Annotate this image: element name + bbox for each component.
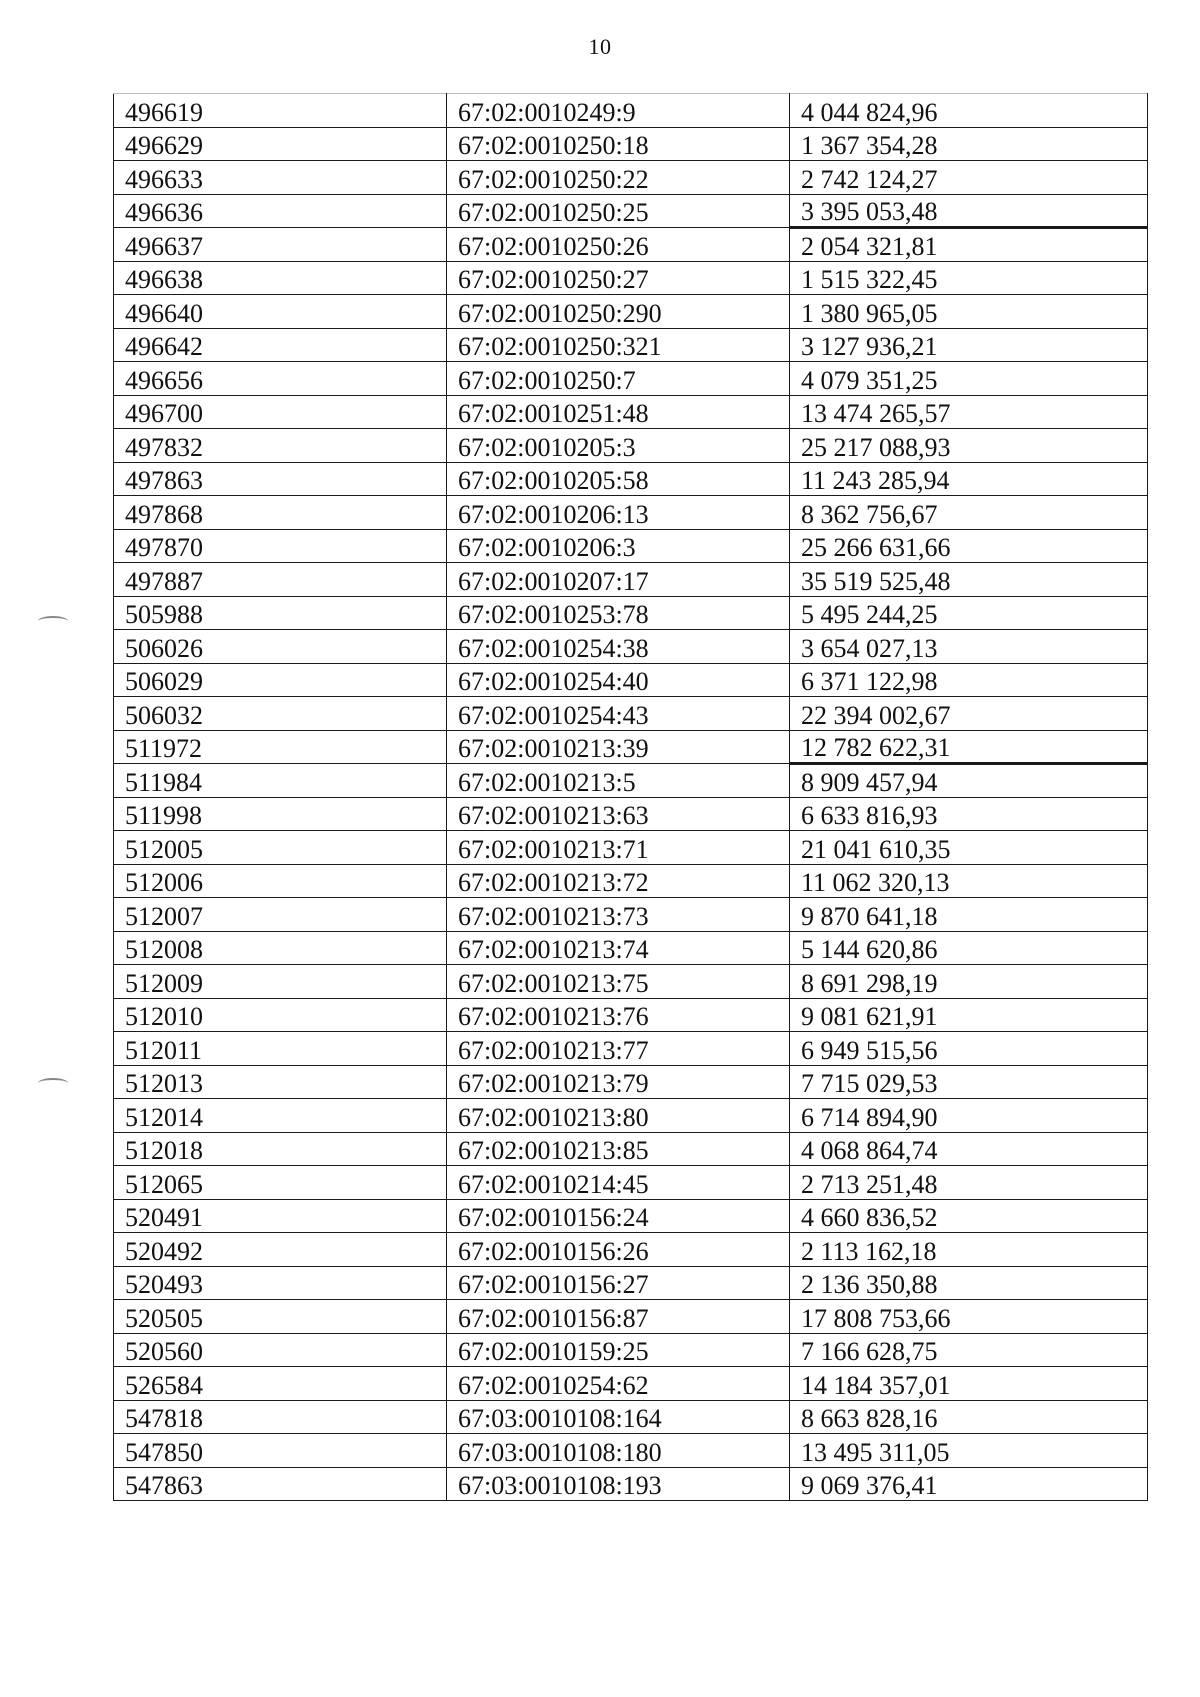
row-id-cell: 505988 [114, 596, 447, 630]
cadastral-value-cell: 13 474 265,57 [790, 395, 1148, 429]
cadastral-value-cell: 25 266 631,66 [790, 529, 1148, 563]
row-id-cell: 512005 [114, 831, 447, 865]
registry-table [113, 93, 1148, 1501]
table-row [114, 1300, 1148, 1334]
page-number: 10 [588, 34, 612, 59]
cadastral-value-cell: 6 633 816,93 [790, 797, 1148, 831]
cadastral-value-cell: 11 243 285,94 [790, 462, 1148, 496]
row-id-cell: 520493 [114, 1266, 447, 1300]
row-id-cell: 547818 [114, 1400, 447, 1434]
cadastral-number-cell: 67:02:0010213:74 [447, 931, 790, 965]
row-id-cell: 496642 [114, 328, 447, 362]
cadastral-value-cell: 2 136 350,88 [790, 1266, 1148, 1300]
row-id-cell: 512011 [114, 1032, 447, 1066]
row-id-cell: 506032 [114, 697, 447, 731]
cadastral-number-cell: 67:02:0010213:76 [447, 998, 790, 1032]
row-id-cell: 496638 [114, 261, 447, 295]
row-id-cell: 512014 [114, 1099, 447, 1133]
cadastral-number-cell: 67:02:0010250:25 [447, 194, 790, 228]
cadastral-value-cell: 1 367 354,28 [790, 127, 1148, 161]
cadastral-value-cell: 25 217 088,93 [790, 429, 1148, 463]
row-id-cell: 512065 [114, 1166, 447, 1200]
table-row [114, 931, 1148, 965]
table-row [114, 362, 1148, 396]
table-row [114, 1434, 1148, 1468]
cadastral-number-cell: 67:02:0010159:25 [447, 1333, 790, 1367]
row-id-cell: 512009 [114, 965, 447, 999]
cadastral-value-cell: 8 362 756,67 [790, 496, 1148, 530]
row-id-cell: 520491 [114, 1199, 447, 1233]
table-row [114, 1233, 1148, 1267]
cadastral-value-cell: 11 062 320,13 [790, 864, 1148, 898]
cadastral-number-cell: 67:02:0010156:24 [447, 1199, 790, 1233]
cadastral-value-cell: 2 054 321,81 [790, 228, 1148, 262]
cadastral-value-cell: 4 068 864,74 [790, 1132, 1148, 1166]
table-row [114, 1132, 1148, 1166]
cadastral-value-cell: 2 742 124,27 [790, 161, 1148, 195]
table-row [114, 94, 1148, 128]
row-id-cell: 547863 [114, 1467, 447, 1501]
table-row [114, 1032, 1148, 1066]
cadastral-value-cell: 4 079 351,25 [790, 362, 1148, 396]
cadastral-value-cell: 4 660 836,52 [790, 1199, 1148, 1233]
row-id-cell: 496629 [114, 127, 447, 161]
cadastral-number-cell: 67:02:0010250:27 [447, 261, 790, 295]
cadastral-value-cell: 6 949 515,56 [790, 1032, 1148, 1066]
table-row [114, 462, 1148, 496]
row-id-cell: 520492 [114, 1233, 447, 1267]
cadastral-number-cell: 67:02:0010213:71 [447, 831, 790, 865]
cadastral-number-cell: 67:02:0010205:3 [447, 429, 790, 463]
cadastral-value-cell: 8 663 828,16 [790, 1400, 1148, 1434]
table-row [114, 228, 1148, 262]
cadastral-value-cell: 6 714 894,90 [790, 1099, 1148, 1133]
row-id-cell: 512007 [114, 898, 447, 932]
cadastral-number-cell: 67:02:0010205:58 [447, 462, 790, 496]
cadastral-value-cell: 2 713 251,48 [790, 1166, 1148, 1200]
table-row [114, 1333, 1148, 1367]
row-id-cell: 497832 [114, 429, 447, 463]
cadastral-number-cell: 67:02:0010156:27 [447, 1266, 790, 1300]
cadastral-value-cell: 9 069 376,41 [790, 1467, 1148, 1501]
cadastral-value-cell: 2 113 162,18 [790, 1233, 1148, 1267]
table-row [114, 1065, 1148, 1099]
cadastral-value-cell: 12 782 622,31 [790, 730, 1148, 764]
cadastral-value-cell: 5 495 244,25 [790, 596, 1148, 630]
table-row [114, 127, 1148, 161]
cadastral-value-cell: 22 394 002,67 [790, 697, 1148, 731]
table-row [114, 529, 1148, 563]
table-row [114, 730, 1148, 764]
cadastral-number-cell: 67:02:0010250:290 [447, 295, 790, 329]
row-id-cell: 496619 [114, 94, 447, 128]
cadastral-number-cell: 67:02:0010254:62 [447, 1367, 790, 1401]
cadastral-value-cell: 1 380 965,05 [790, 295, 1148, 329]
row-id-cell: 496637 [114, 228, 447, 262]
row-id-cell: 512010 [114, 998, 447, 1032]
cadastral-value-cell: 7 715 029,53 [790, 1065, 1148, 1099]
row-id-cell: 497887 [114, 563, 447, 597]
cadastral-number-cell: 67:02:0010213:73 [447, 898, 790, 932]
cadastral-number-cell: 67:02:0010206:13 [447, 496, 790, 530]
cadastral-number-cell: 67:02:0010213:39 [447, 730, 790, 764]
table-row [114, 764, 1148, 798]
table-row [114, 1367, 1148, 1401]
row-id-cell: 497870 [114, 529, 447, 563]
table-row [114, 1400, 1148, 1434]
row-id-cell: 511998 [114, 797, 447, 831]
cadastral-value-cell: 9 870 641,18 [790, 898, 1148, 932]
table-row [114, 496, 1148, 530]
row-id-cell: 512008 [114, 931, 447, 965]
cadastral-value-cell: 9 081 621,91 [790, 998, 1148, 1032]
cadastral-value-cell: 17 808 753,66 [790, 1300, 1148, 1334]
registry-table-body [114, 94, 1148, 1501]
table-row [114, 161, 1148, 195]
table-row [114, 596, 1148, 630]
cadastral-value-cell: 35 519 525,48 [790, 563, 1148, 597]
row-id-cell: 547850 [114, 1434, 447, 1468]
row-id-cell: 497868 [114, 496, 447, 530]
row-id-cell: 506026 [114, 630, 447, 664]
cadastral-value-cell: 1 515 322,45 [790, 261, 1148, 295]
cadastral-number-cell: 67:02:0010254:43 [447, 697, 790, 731]
table-row [114, 998, 1148, 1032]
table-row [114, 1266, 1148, 1300]
row-id-cell: 512006 [114, 864, 447, 898]
table-row [114, 328, 1148, 362]
cadastral-number-cell: 67:02:0010250:321 [447, 328, 790, 362]
cadastral-value-cell: 3 395 053,48 [790, 194, 1148, 228]
cadastral-number-cell: 67:02:0010254:40 [447, 663, 790, 697]
cadastral-number-cell: 67:02:0010213:77 [447, 1032, 790, 1066]
cadastral-number-cell: 67:02:0010251:48 [447, 395, 790, 429]
registry-table-container [113, 93, 1147, 1501]
cadastral-value-cell: 8 909 457,94 [790, 764, 1148, 798]
cadastral-number-cell: 67:02:0010249:9 [447, 94, 790, 128]
cadastral-value-cell: 3 127 936,21 [790, 328, 1148, 362]
table-row [114, 965, 1148, 999]
cadastral-value-cell: 13 495 311,05 [790, 1434, 1148, 1468]
table-row [114, 1099, 1148, 1133]
row-id-cell: 496656 [114, 362, 447, 396]
cadastral-value-cell: 6 371 122,98 [790, 663, 1148, 697]
table-row [114, 797, 1148, 831]
cadastral-number-cell: 67:02:0010213:63 [447, 797, 790, 831]
cadastral-number-cell: 67:02:0010250:22 [447, 161, 790, 195]
row-id-cell: 512018 [114, 1132, 447, 1166]
cadastral-number-cell: 67:02:0010250:26 [447, 228, 790, 262]
cadastral-number-cell: 67:02:0010250:7 [447, 362, 790, 396]
row-id-cell: 496633 [114, 161, 447, 195]
cadastral-number-cell: 67:02:0010213:72 [447, 864, 790, 898]
cadastral-number-cell: 67:02:0010250:18 [447, 127, 790, 161]
table-row [114, 663, 1148, 697]
table-row [114, 1467, 1148, 1501]
cadastral-value-cell: 21 041 610,35 [790, 831, 1148, 865]
cadastral-value-cell: 8 691 298,19 [790, 965, 1148, 999]
row-id-cell: 520560 [114, 1333, 447, 1367]
table-row [114, 831, 1148, 865]
cadastral-number-cell: 67:02:0010213:79 [447, 1065, 790, 1099]
table-row [114, 194, 1148, 228]
cadastral-number-cell: 67:02:0010213:75 [447, 965, 790, 999]
table-row [114, 697, 1148, 731]
cadastral-number-cell: 67:03:0010108:180 [447, 1434, 790, 1468]
cadastral-value-cell: 5 144 620,86 [790, 931, 1148, 965]
table-row [114, 864, 1148, 898]
cadastral-value-cell: 14 184 357,01 [790, 1367, 1148, 1401]
table-row [114, 563, 1148, 597]
cadastral-value-cell: 3 654 027,13 [790, 630, 1148, 664]
cadastral-number-cell: 67:02:0010156:26 [447, 1233, 790, 1267]
cadastral-value-cell: 7 166 628,75 [790, 1333, 1148, 1367]
row-id-cell: 496700 [114, 395, 447, 429]
row-id-cell: 506029 [114, 663, 447, 697]
cadastral-number-cell: 67:02:0010213:85 [447, 1132, 790, 1166]
cadastral-number-cell: 67:02:0010156:87 [447, 1300, 790, 1334]
cadastral-value-cell: 4 044 824,96 [790, 94, 1148, 128]
table-row [114, 295, 1148, 329]
table-row [114, 395, 1148, 429]
scan-artifact-mark [38, 616, 68, 626]
row-id-cell: 520505 [114, 1300, 447, 1334]
cadastral-number-cell: 67:02:0010213:5 [447, 764, 790, 798]
cadastral-number-cell: 67:02:0010213:80 [447, 1099, 790, 1133]
cadastral-number-cell: 67:02:0010253:78 [447, 596, 790, 630]
row-id-cell: 512013 [114, 1065, 447, 1099]
table-row [114, 630, 1148, 664]
table-row [114, 1166, 1148, 1200]
table-row [114, 429, 1148, 463]
row-id-cell: 497863 [114, 462, 447, 496]
row-id-cell: 496640 [114, 295, 447, 329]
cadastral-number-cell: 67:02:0010206:3 [447, 529, 790, 563]
row-id-cell: 511972 [114, 730, 447, 764]
table-row [114, 1199, 1148, 1233]
cadastral-number-cell: 67:02:0010214:45 [447, 1166, 790, 1200]
row-id-cell: 511984 [114, 764, 447, 798]
row-id-cell: 496636 [114, 194, 447, 228]
table-row [114, 898, 1148, 932]
cadastral-number-cell: 67:03:0010108:193 [447, 1467, 790, 1501]
cadastral-number-cell: 67:03:0010108:164 [447, 1400, 790, 1434]
cadastral-number-cell: 67:02:0010254:38 [447, 630, 790, 664]
table-row [114, 261, 1148, 295]
row-id-cell: 526584 [114, 1367, 447, 1401]
scan-artifact-mark [38, 1078, 68, 1088]
cadastral-number-cell: 67:02:0010207:17 [447, 563, 790, 597]
